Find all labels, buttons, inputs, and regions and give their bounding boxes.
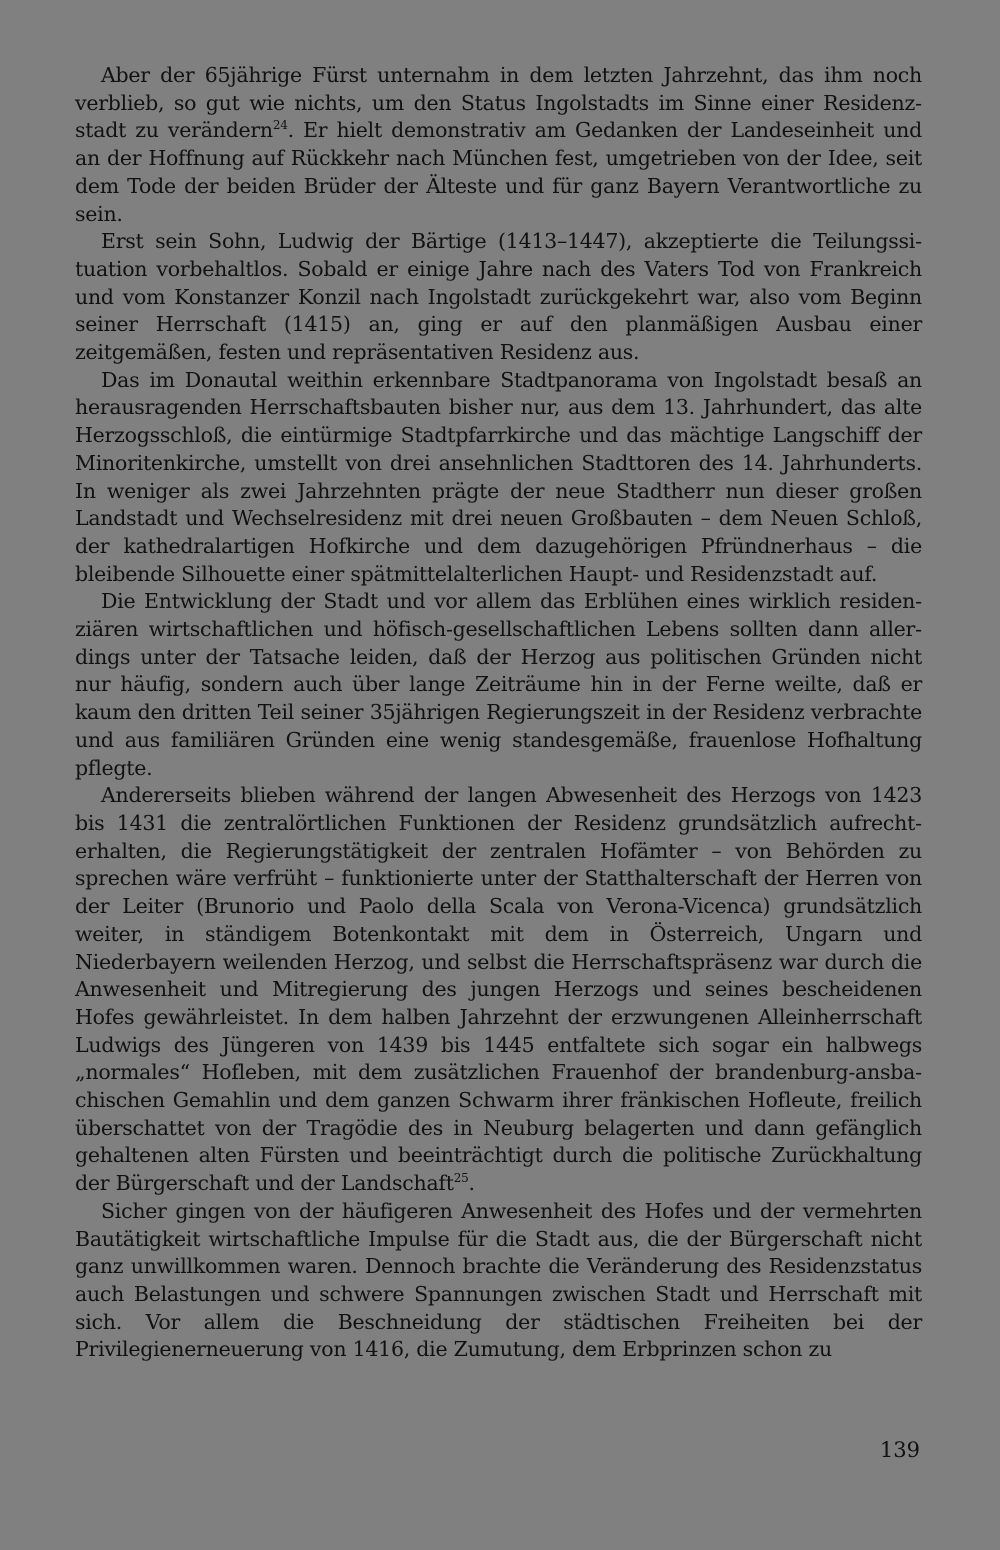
paragraph-2 [75, 228, 922, 367]
paragraph-3 [75, 367, 922, 589]
paragraph-4-text: Die Entwicklung der Stadt und vor allem das Erblühen eines wirklich residenziären wirtschaftlichen und höfisch-gesellschaftlichen Lebens sollten dann allerdings unter der Tatsache leiden, daß der Herzog aus politischen Gründen nicht nur häufig, sondern auch über lange Zeiträume hin in der Ferne weilte, daß er kaum den dritten Teil seiner 35jährigen Regierungszeit in der Residenz verbrachte und aus familiären Gründen eine wenig standesgemäße, frauenlose Hofhaltung pflegte. [75, 589, 922, 780]
paragraph-5-continuation: . [468, 1171, 475, 1196]
paragraph-5 [75, 782, 922, 1198]
paragraph-6 [75, 1198, 922, 1364]
page-number: 139 [879, 1438, 920, 1462]
paragraph-2-text: Erst sein Sohn, Ludwig der Bärtige (1413–1447), akzeptierte die Teilungssituation vorbehaltlos. Sobald er einige Jahre nach des Vaters Tod von Frankreich und vom Konstanzer Konzil nach Ingolstadt zurückgekehrt war, also vom Beginn seiner Herrschaft (1415) an, ging er auf den planmäßigen Ausbau einer zeitgemäßen, festen und repräsentativen Residenz aus. [75, 229, 922, 365]
paragraph-5-text: Andererseits blieben während der langen Abwesenheit des Herzogs von 1423 bis 1431 die zentralörtlichen Funktionen der Residenz grundsätzlich aufrechterhalten, die Regierungstätigkeit der zentralen Hofämter – von Behörden zu sprechen wäre verfrüht – funktionierte unter der Statthalterschaft der Herren von der Leiter (Brunorio und Paolo della Scala von Verona-Vicenca) grundsätzlich weiter, in ständigem Botenkontakt mit dem in Österreich, Ungarn und Niederbayern weilenden Herzog, und selbst die Herrschaftspräsenz war durch die Anwesenheit und Mitregierung des jungen Herzogs und seines bescheidenen Hofes gewährleistet. In dem halben Jahrzehnt der erzwungenen Alleinherrschaft Ludwigs des Jüngeren von 1439 bis 1445 entfaltete sich sogar ein halbwegs „normales“ Hofleben, mit dem zusätzlichen Frauenhof der brandenburg-ansbachischen Gemahlin und dem ganzen Schwarm ihrer fränkischen Hofleute, freilich überschattet von der Tragödie des in Neuburg belagerten und dann gefänglich gehaltenen alten Fürsten und beeinträchtigt durch die politische Zurückhaltung der Bürgerschaft und der Landschaft [75, 783, 922, 1196]
paragraph-6-text: Sicher gingen von der häufigeren Anwesenheit des Hofes und der vermehrten Bautätigkeit wirtschaftliche Impulse für die Stadt aus, die der Bürgerschaft nicht ganz unwillkommen waren. Dennoch brachte die Veränderung des Residenzstatus auch Belastungen und schwere Spannungen zwischen Stadt und Herrschaft mit sich. Vor allem die Beschneidung der städtischen Freiheiten bei der Privilegienerneuerung von 1416, die Zumutung, dem Erbprinzen schon zu [75, 1198, 922, 1362]
page-body [75, 62, 922, 1364]
paragraph-1 [75, 62, 922, 228]
paragraph-1-text: Aber der 65jährige Fürst unternahm in dem letzten Jahrzehnt, das ihm noch verblieb, so gut wie nichts, um den Status Ingolstadts im Sinne einer Residenzstadt zu verändern [75, 63, 922, 143]
paragraph-3-text: Das im Donautal weithin erkennbare Stadtpanorama von Ingolstadt besaß an herausragenden Herrschaftsbauten bisher nur, aus dem 13. Jahrhundert, das alte Herzogsschloß, die eintürmige Stadtpfarrkirche und das mächtige Langschiff der Minoritenkirche, umstellt von drei ansehnlichen Stadttoren des 14. Jahrhunderts. In weniger als zwei Jahrzehnten prägte der neue Stadtherr nun dieser großen Landstadt und Wechselresidenz mit drei neuen Großbauten – dem Neuen Schloß, der kathedralartigen Hofkirche und dem dazugehörigen Pfründnerhaus – die bleibende Silhouette einer spätmittelalterlichen Haupt- und Residenzstadt auf. [75, 367, 922, 586]
paragraph-4 [75, 588, 922, 782]
footnote-ref-25[interactable]: 25 [453, 1171, 469, 1186]
paragraph-1-continuation: . Er hielt demonstrativ am Gedanken der Landeseinheit und an der Hoffnung auf Rückkehr nach München fest, umgetrieben von der Idee, seit dem Tode der beiden Brüder der Älteste und für ganz Bayern Verantwortliche zu sein. [75, 118, 922, 226]
footnote-ref-24[interactable]: 24 [272, 118, 288, 133]
